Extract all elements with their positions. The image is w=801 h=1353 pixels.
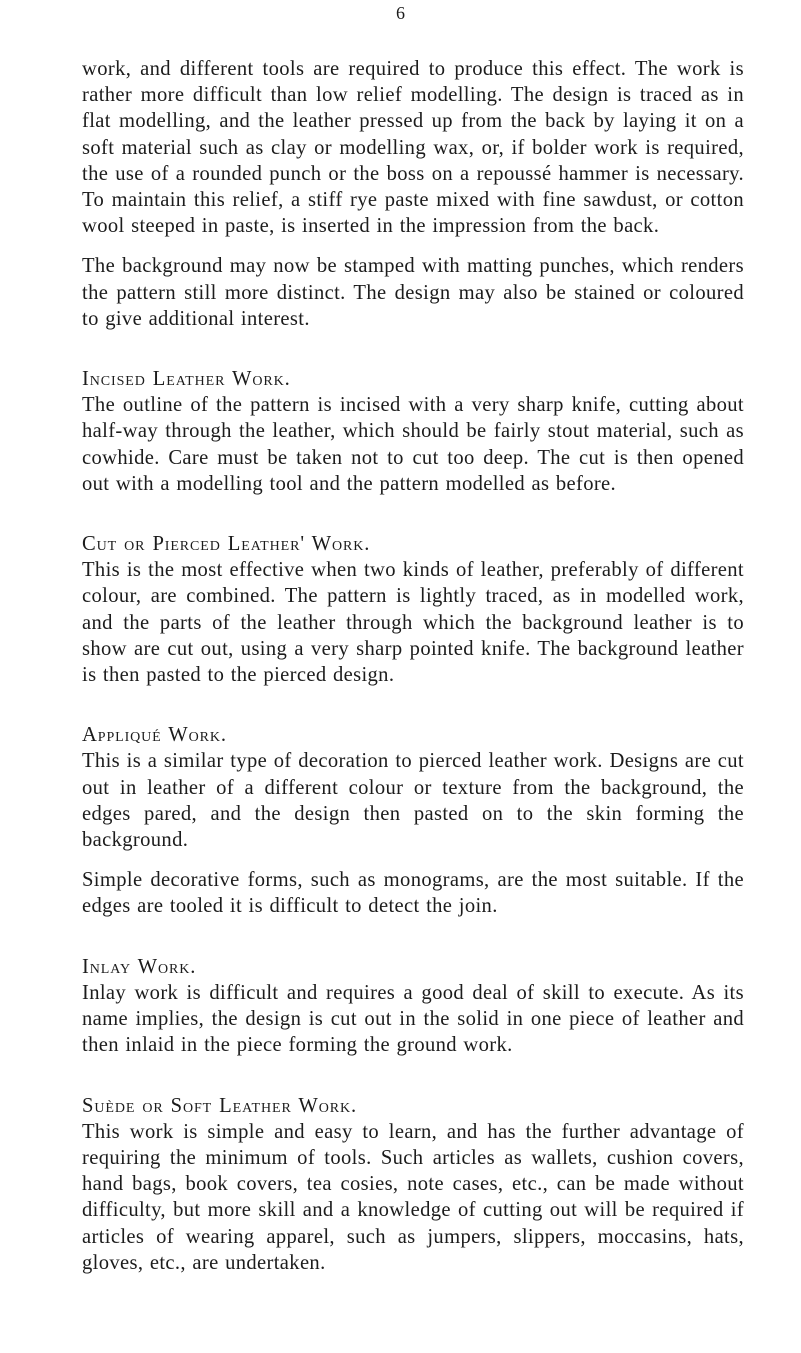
heading-suede-leather-work: Suède or Soft Leather Work. — [82, 1094, 358, 1117]
paragraph-applique-forms: Simple decorative forms, such as monograms, are the most suitable. If the edges are tooled it is difficult to detect the join. — [82, 869, 744, 918]
paragraph-relief-modelling: work, and different tools are required to produce this effect. The work is rather more difficult than low relief modelling. The design is traced as in flat modelling, and the leather pressed up from the back by laying it on a soft material such as clay or modelling wax, or, if bolder work is required, the use of a rounded punch or the boss on a repoussé hammer is necessary. To maintain this relief, a stiff rye paste mixed with fine sawdust, or cotton wool steeped in paste, is inserted in the impression from the back. — [82, 58, 744, 238]
heading-inlay-work: Inlay Work. — [82, 955, 197, 978]
paragraph-cut-or-pierced-leather-work: This is the most effective when two kinds of leather, preferably of different colour, are combined. The pattern is lightly traced, as in modelled work, and the parts of the leather through which the background leather is to show are cut out, using a very sharp pointed knife. The background leather is then pasted to the pierced design. — [82, 559, 744, 687]
heading-incised-leather-work: Incised Leather Work. — [82, 368, 291, 391]
paragraph-background-stamping: The background may now be stamped with matting punches, which renders the pattern still more distinct. The design may also be stained or coloured to give additional interest. — [82, 255, 744, 330]
paragraph-applique-work: This is a similar type of decoration to pierced leather work. Designs are cut out in leather of a different colour or texture from the background, the edges pared, and the design then pasted on to the skin forming the background. — [82, 750, 744, 852]
paragraph-inlay-work: Inlay work is difficult and requires a good deal of skill to execute. As its name implies, the design is cut out in the solid in one piece of leather and then inlaid in the piece forming the ground work. — [82, 981, 744, 1057]
paragraph-suede-leather-work: This work is simple and easy to learn, and has the further advantage of requiring the minimum of tools. Such articles as wallets, cushion covers, hand bags, book covers, tea cosies, note cases, etc., can be made without difficulty, but more skill and a knowledge of cutting out will be required if articles of wearing apparel, such as jumpers, slippers, moccasins, hats, gloves, etc., are undertaken. — [82, 1120, 744, 1274]
paragraph-incised-leather-work: The outline of the pattern is incised with a very sharp knife, cutting about half-way through the leather, which should be fairly stout material, such as cowhide. Care must be taken not to cut too deep. The cut is then opened out with a modelling tool and the pattern modelled as before. — [82, 394, 744, 495]
page-body — [82, 56, 744, 1276]
heading-cut-or-pierced-leather-work: Cut or Pierced Leather' Work. — [82, 533, 371, 556]
page-number: 6 — [396, 3, 405, 23]
heading-applique-work: Appliqué Work. — [82, 724, 227, 747]
